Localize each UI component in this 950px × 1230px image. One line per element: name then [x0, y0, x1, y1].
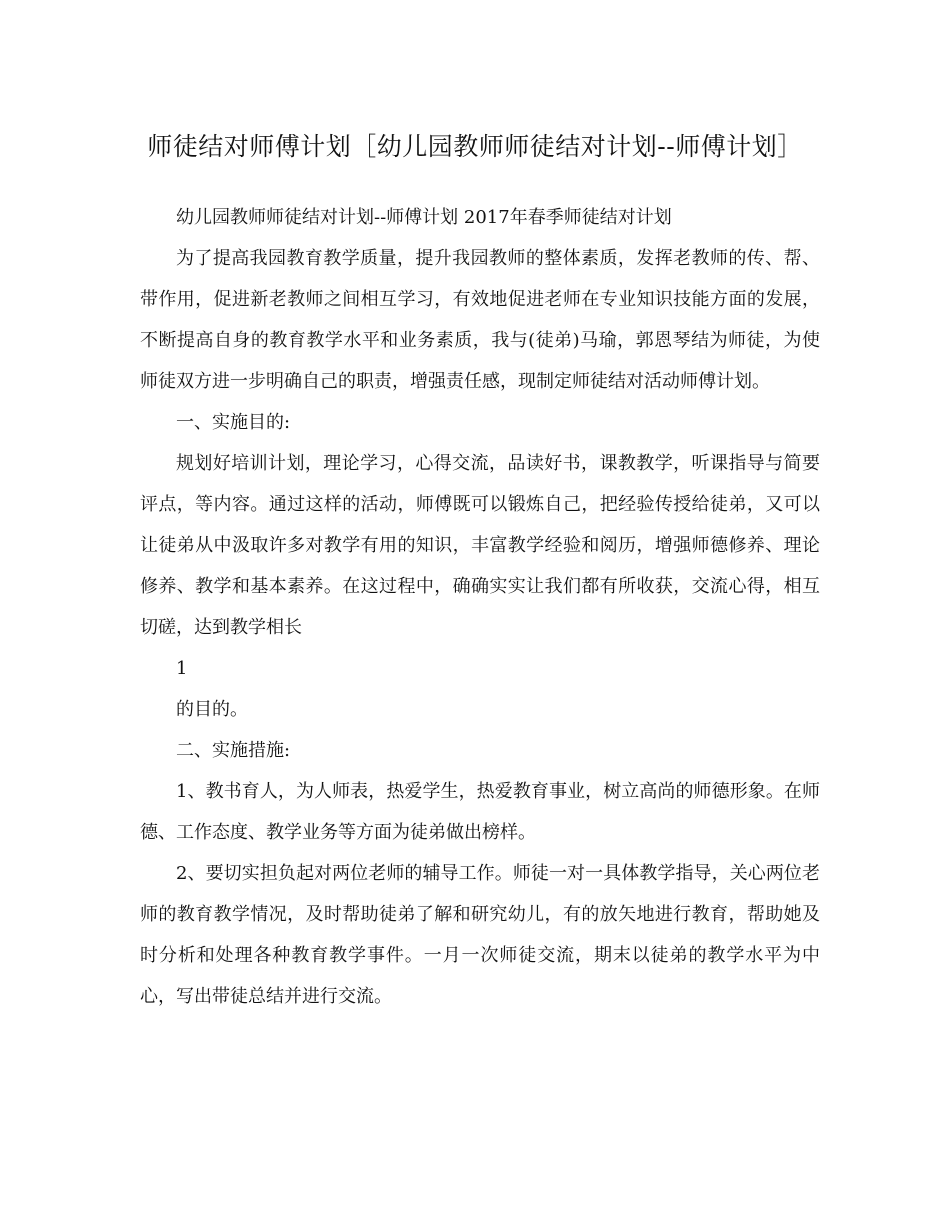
intro-paragraph: 幼儿园教师师徒结对计划--师傅计划 2017年春季师徒结对计划 — [176, 207, 672, 228]
goals-paragraph: 规划好培训计划，理论学习，心得交流，品读好书，课教教学，听课指导与简要评点，等内容。通过这样的活动，师傅既可以锻炼自己，把经验传授给徒弟，又可以让徒弟从中汲取许多对教学有用的知识，丰富教学经验和阅历，增强师德修养、理论修养、教学和基本素养。在这过程中，确确实实让我们都有所收获，交流心得，相互切磋，达到教学相长 — [140, 453, 820, 638]
page-number: 1 — [176, 658, 188, 679]
goals-paragraph-continued: 的目的。 — [176, 699, 248, 720]
document-body — [140, 197, 820, 1017]
document-title: 师徒结对师傅计划［幼儿园教师师徒结对计划--师傅计划］ — [147, 132, 803, 161]
measure-item-2: 2、要切实担负起对两位老师的辅导工作。师徒一对一具体教学指导，关心两位老师的教育教学情况，及时帮助徒弟了解和研究幼儿，有的放矢地进行教育，帮助她及时分析和处理各种教育教学事件。一月一次师徒交流，期末以徒弟的教学水平为中心，写出带徒总结并进行交流。 — [140, 863, 820, 1007]
section-heading-goals: 一、实施目的: — [176, 412, 291, 433]
measure-item-1: 1、教书育人，为人师表，热爱学生，热爱教育事业，树立高尚的师德形象。在师德、工作态度、教学业务等方面为徒弟做出榜样。 — [140, 781, 820, 843]
section-heading-measures: 二、实施措施: — [176, 740, 291, 761]
purpose-paragraph: 为了提高我园教育教学质量，提升我园教师的整体素质，发挥老教师的传、帮、带作用，促进新老教师之间相互学习，有效地促进老师在专业知识技能方面的发展，不断提高自身的教育教学水平和业务素质，我与(徒弟)马瑜，郭恩琴结为师徒，为使师徒双方进一步明确自己的职责，增强责任感，现制定师徒结对活动师傅计划。 — [140, 248, 820, 392]
